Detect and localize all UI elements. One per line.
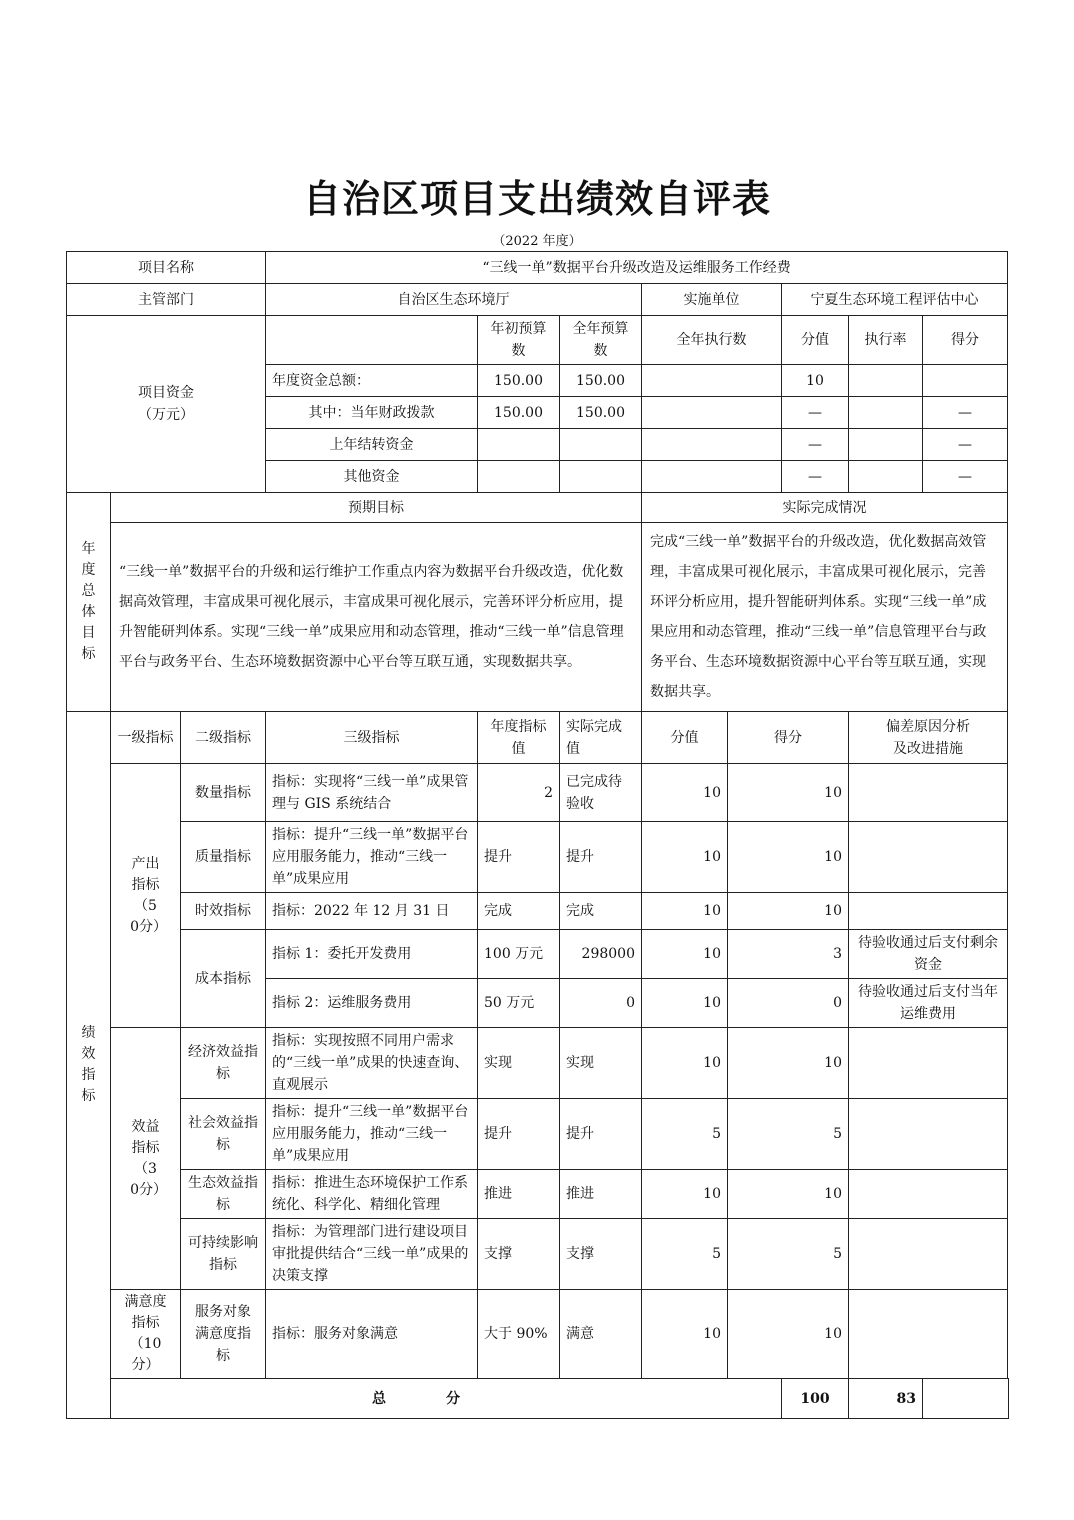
goals-label-text: 年度总体目标 [81, 541, 96, 662]
actual-cell: 完成 [560, 893, 642, 930]
actual-cell: 实现 [560, 1028, 642, 1099]
benefit-group-text: 效益指标（30分） [130, 1118, 168, 1198]
performance-header-row [67, 712, 1009, 764]
deviation-cell [849, 1219, 1008, 1290]
deviation-cell [849, 1099, 1008, 1170]
deviation-cell [849, 822, 1008, 893]
page-title: 自治区项目支出绩效自评表 [302, 177, 771, 221]
score-cell: 10 [728, 893, 849, 930]
indicator-row [67, 930, 1009, 979]
benefit-group-label [111, 1028, 181, 1290]
level2-cell: 数量指标 [181, 764, 266, 822]
funds-full: 150.00 [560, 365, 642, 397]
target-cell: 提升 [478, 1099, 560, 1170]
indicator-row [67, 1219, 1009, 1290]
impl-value: 宁夏生态环境工程评估中心 [782, 284, 1008, 316]
target-cell: 支撑 [478, 1219, 560, 1290]
deviation-header: 偏差原因分析 及改进措施 [849, 712, 1008, 764]
score-cell: 3 [728, 930, 849, 979]
level2-cell: 社会效益指标 [181, 1099, 266, 1170]
score-value-cell: 10 [642, 764, 728, 822]
funds-exec [642, 365, 782, 397]
funds-row-label: 上年结转资金 [266, 429, 478, 461]
level3-cell: 指标：提升“三线一单”数据平台应用服务能力，推动“三线一单”成果应用 [266, 822, 478, 893]
project-name-label: 项目名称 [67, 252, 266, 284]
level3-cell: 指标 2：运维服务费用 [266, 979, 478, 1028]
level3-header: 三级指标 [266, 712, 478, 764]
actual-cell: 支撑 [560, 1219, 642, 1290]
level2-header: 二级指标 [181, 712, 266, 764]
deviation-cell [849, 764, 1008, 822]
level3-cell: 指标：实现将“三线一单”成果管理与 GIS 系统结合 [266, 764, 478, 822]
indicator-row [67, 1290, 1009, 1379]
actual-cell: 推进 [560, 1170, 642, 1219]
funds-exec [642, 461, 782, 493]
level2-cell: 经济效益指标 [181, 1028, 266, 1099]
level2-text: 服务对象满意度指标 [194, 1304, 251, 1364]
deviation-cell [849, 1290, 1008, 1379]
score-value-cell: 10 [642, 979, 728, 1028]
funds-rate [849, 461, 923, 493]
indicator-row [67, 893, 1009, 930]
funds-exec [642, 429, 782, 461]
score-value-cell: 10 [642, 893, 728, 930]
target-cell: 50 万元 [478, 979, 560, 1028]
funds-full [560, 461, 642, 493]
score-cell: 10 [728, 1028, 849, 1099]
actual-header: 实际完成值 [560, 712, 642, 764]
target-cell: 推进 [478, 1170, 560, 1219]
score-cell: 10 [728, 1290, 849, 1379]
deviation-cell [849, 1028, 1008, 1099]
actual-goal-text: 完成“三线一单”数据平台的升级改造，优化数据高效管理，丰富成果可视化展示，丰富成果可视化展示，完善环评分析应用，提升智能研判体系。实现“三线一单”成果应用和动态管理，推动“三线一单”信息管理平台与政务平台、生态环境数据资源中心平台等互联互通，实现数据共享。 [642, 523, 1008, 712]
dept-value: 自治区生态环境厅 [266, 284, 642, 316]
funds-col-initial: 年初预算数 [478, 316, 560, 365]
funds-rate [849, 397, 923, 429]
funds-score [923, 365, 1008, 397]
total-score-value: 100 [782, 1379, 849, 1419]
score-cell: 10 [728, 1170, 849, 1219]
level3-cell: 指标：推进生态环境保护工作系统化、科学化、精细化管理 [266, 1170, 478, 1219]
satisfaction-group-text: 满意度指标（10分） [124, 1294, 167, 1373]
score-value-cell: 10 [642, 1170, 728, 1219]
actual-goal-label: 实际完成情况 [642, 493, 1008, 523]
actual-cell: 已完成待验收 [560, 764, 642, 822]
goals-label [67, 493, 111, 712]
expected-goal-label: 预期目标 [111, 493, 642, 523]
target-cell: 2 [478, 764, 560, 822]
funds-score: — [923, 397, 1008, 429]
funds-label: 项目资金 （万元） [67, 316, 266, 493]
funds-full [560, 429, 642, 461]
funds-rate [849, 429, 923, 461]
funds-col-rate: 执行率 [849, 316, 923, 365]
year-note: （2022 年度） [492, 234, 582, 249]
funds-score-value: 10 [782, 365, 849, 397]
level3-cell: 指标：实现按照不同用户需求的“三线一单”成果的快速查询、直观展示 [266, 1028, 478, 1099]
target-header: 年度指标值 [478, 712, 560, 764]
score-value-header: 分值 [642, 712, 728, 764]
funds-score: — [923, 461, 1008, 493]
score-value-cell: 10 [642, 1290, 728, 1379]
score-cell: 0 [728, 979, 849, 1028]
deviation-cell [849, 1170, 1008, 1219]
indicator-row [67, 1028, 1009, 1099]
funds-col-exec: 全年执行数 [642, 316, 782, 365]
funds-col-full: 全年预算数 [560, 316, 642, 365]
funds-score-value: — [782, 429, 849, 461]
indicator-row [67, 1170, 1009, 1219]
level1-header: 一级指标 [111, 712, 181, 764]
level2-cell: 成本指标 [181, 930, 266, 1028]
funds-initial: 150.00 [478, 397, 560, 429]
indicator-row [67, 822, 1009, 893]
funds-col-score-value: 分值 [782, 316, 849, 365]
actual-cell: 298000 [560, 930, 642, 979]
funds-exec [642, 397, 782, 429]
funds-initial: 150.00 [478, 365, 560, 397]
indicator-row [67, 1099, 1009, 1170]
goals-header-row [67, 493, 1009, 523]
level2-cell: 生态效益指标 [181, 1170, 266, 1219]
deviation-cell: 待验收通过后支付当年运维费用 [849, 979, 1008, 1028]
score-cell: 10 [728, 764, 849, 822]
goals-text-row [67, 523, 1009, 712]
level3-cell: 指标：为管理部门进行建设项目审批提供结合“三线一单”成果的决策支撑 [266, 1219, 478, 1290]
target-cell: 完成 [478, 893, 560, 930]
score-value-cell: 10 [642, 930, 728, 979]
performance-label [67, 712, 111, 1419]
project-name-row [67, 252, 1009, 284]
funds-row-label: 其中：当年财政拨款 [266, 397, 478, 429]
score-value-cell: 10 [642, 822, 728, 893]
funds-row-label: 年度资金总额： [266, 365, 478, 397]
score-cell: 5 [728, 1099, 849, 1170]
impl-label: 实施单位 [642, 284, 782, 316]
actual-cell: 提升 [560, 822, 642, 893]
output-group-label [111, 764, 181, 1028]
funds-initial [478, 429, 560, 461]
expected-goal-text: “三线一单”数据平台的升级和运行维护工作重点内容为数据平台升级改造，优化数据高效管理，丰富成果可视化展示，丰富成果可视化展示，完善环评分析应用，提升智能研判体系。实现“三线一单”成果应用和动态管理，推动“三线一单”信息管理平台与政务平台、生态环境数据资源中心平台等互联互通，实现数据共享。 [111, 523, 642, 712]
funds-header-blank [266, 316, 478, 365]
evaluation-table [66, 251, 1009, 1419]
funds-score-value: — [782, 397, 849, 429]
score-value-cell: 5 [642, 1219, 728, 1290]
indicator-row [67, 764, 1009, 822]
score-value-cell: 10 [642, 1028, 728, 1099]
total-label: 总分 [111, 1379, 782, 1419]
level3-cell: 指标：提升“三线一单”数据平台应用服务能力，推动“三线一单”成果应用 [266, 1099, 478, 1170]
funds-rate [849, 365, 923, 397]
level3-cell: 指标：服务对象满意 [266, 1290, 478, 1379]
level2-cell: 可持续影响指标 [181, 1219, 266, 1290]
target-cell: 大于 90% [478, 1290, 560, 1379]
funds-header-row [67, 316, 1009, 365]
target-cell: 100 万元 [478, 930, 560, 979]
performance-label-text: 绩效指标 [81, 1025, 96, 1104]
funds-row-label: 其他资金 [266, 461, 478, 493]
actual-cell: 提升 [560, 1099, 642, 1170]
deviation-cell [849, 893, 1008, 930]
deviation-cell: 待验收通过后支付剩余资金 [849, 930, 1008, 979]
funds-full: 150.00 [560, 397, 642, 429]
total-row [67, 1379, 1009, 1419]
score-value-cell: 5 [642, 1099, 728, 1170]
funds-score-value: — [782, 461, 849, 493]
project-name-value: “三线一单”数据平台升级改造及运维服务工作经费 [266, 252, 1008, 284]
target-cell: 实现 [478, 1028, 560, 1099]
funds-initial [478, 461, 560, 493]
score-header: 得分 [728, 712, 849, 764]
score-cell: 10 [728, 822, 849, 893]
dept-label: 主管部门 [67, 284, 266, 316]
level2-cell: 时效指标 [181, 893, 266, 930]
score-cell: 5 [728, 1219, 849, 1290]
total-score: 83 [849, 1379, 923, 1419]
actual-cell: 0 [560, 979, 642, 1028]
total-deviation [923, 1379, 1009, 1419]
department-row [67, 284, 1009, 316]
output-group-text: 产出指标（50分） [130, 855, 168, 935]
funds-score: — [923, 429, 1008, 461]
level2-cell: 质量指标 [181, 822, 266, 893]
level3-cell: 指标：2022 年 12 月 31 日 [266, 893, 478, 930]
funds-col-score: 得分 [923, 316, 1008, 365]
level2-cell [181, 1290, 266, 1379]
level3-cell: 指标 1：委托开发费用 [266, 930, 478, 979]
satisfaction-group-label [111, 1290, 181, 1379]
actual-cell: 满意 [560, 1290, 642, 1379]
target-cell: 提升 [478, 822, 560, 893]
